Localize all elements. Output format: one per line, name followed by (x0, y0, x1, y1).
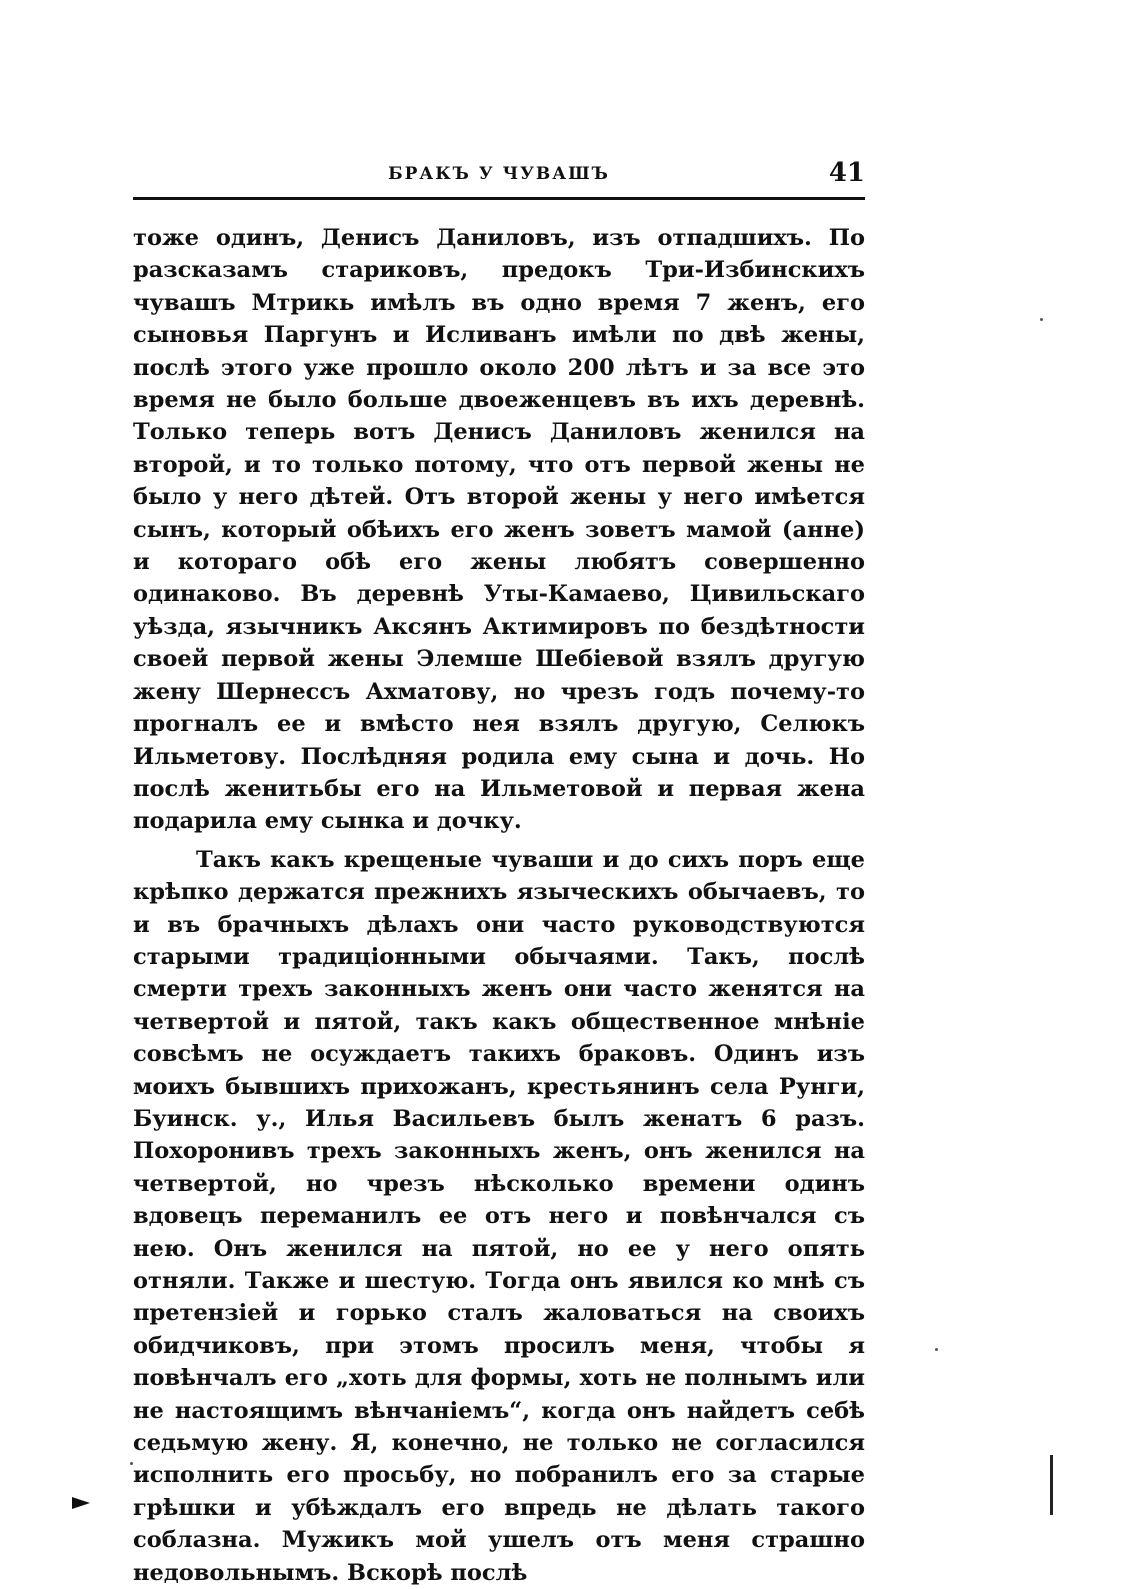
header-rule (133, 197, 865, 200)
page-number: 41 (828, 158, 865, 188)
scan-speck (1040, 318, 1043, 321)
scan-speck (935, 1348, 938, 1351)
body-text (133, 222, 865, 1589)
paragraph-2: Такъ какъ крещеные чуваши и до сихъ поръ еще крѣпко держатся прежнихъ языческихъ обычаевъ, то и въ брачныхъ дѣлахъ они часто руководствуются старыми традиціонными обычаями. Такъ, послѣ смерти трехъ законныхъ женъ они часто женятся на четвертой и пятой, такъ какъ общественное мнѣніе совсѣмъ не осуждаетъ такихъ браковъ. Одинъ изъ моихъ бывшихъ прихожанъ, крестьянинъ села Рунги, Буинск. у., Илья Васильевъ былъ женатъ 6 разъ. Похоронивъ трехъ законныхъ женъ, онъ женился на четвертой, но чрезъ нѣсколько времени одинъ вдовецъ переманилъ ее отъ него и повѣнчался съ нею. Онъ женился на пятой, но ее у него опять отняли. Также и шестую. Тогда онъ явился ко мнѣ съ претензіей и горько сталъ жаловаться на своихъ обидчиковъ, при этомъ просилъ меня, чтобы я повѣнчалъ его „хоть для формы, хоть не полнымъ или не настоящимъ вѣнчаніемъ“, когда онъ найдетъ себѣ седьмую жену. Я, конечно, не только не согласился исполнить его просьбу, но побранилъ его за старые грѣшки и убѣждалъ его впредь не дѣлать такого соблазна. Мужикъ мой ушелъ отъ меня страшно недовольнымъ. Вскорѣ послѣ (133, 846, 865, 1586)
running-header (133, 158, 865, 194)
paragraph-1: тоже одинъ, Денисъ Даниловъ, изъ отпадшихъ. По разсказамъ стариковъ, предокъ Три-Избинскихъ чувашъ Мтрикь имѣлъ въ одно время 7 женъ, его сыновья Паргунъ и Исливанъ имѣли по двѣ жены, послѣ этого уже прошло около 200 лѣтъ и за все это время не было больше двоеженцевъ въ ихъ деревнѣ. Только теперь вотъ Денисъ Даниловъ женился на второй, и то только потому, что отъ первой жены не было у него дѣтей. Отъ второй жены у него имѣется сынъ, который обѣихъ его женъ зоветъ мамой (анне) и котораго обѣ его жены любятъ совершенно одинаково. Въ деревнѣ Уты-Камаево, Цивильскаго уѣзда, язычникъ Аксянъ Актимировъ по бездѣтности своей первой жены Элемше Шебіевой взялъ другую жену Шернессъ Ахматову, но чрезъ годъ почему-то прогналъ ее и вмѣсто нея взялъ другую, Селюкъ Ильметову. Послѣдняя родила ему сына и дочь. Но послѣ женитьбы его на Ильметовой и первая жена подарила ему сынка и дочку. (133, 225, 865, 835)
running-title: БРАКЪ У ЧУВАШЪ (388, 164, 610, 184)
scan-speck (130, 1462, 133, 1465)
margin-vertical-mark (1050, 1455, 1053, 1515)
margin-arrow-mark (72, 1497, 90, 1509)
